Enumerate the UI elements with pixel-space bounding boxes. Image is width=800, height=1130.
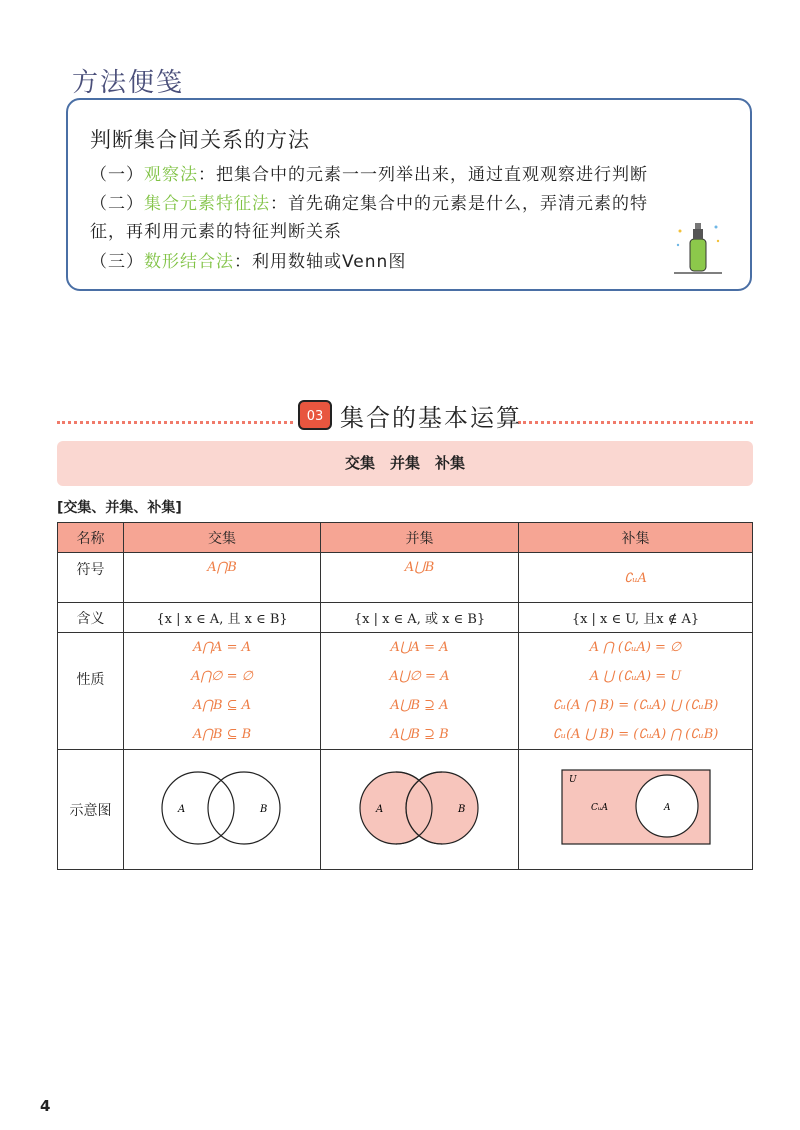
table-header-row bbox=[58, 523, 753, 553]
diagram-intersection bbox=[124, 750, 321, 870]
section-number-badge: 03 bbox=[298, 400, 332, 430]
prop-i-3: A⋂B ⊆ A bbox=[192, 698, 252, 713]
header-complement: 补集 bbox=[519, 523, 753, 553]
symbol-intersection: A⋂B bbox=[124, 553, 321, 603]
prop-i-4: A⋂B ⊆ B bbox=[192, 727, 252, 742]
line1-prefix: （一） bbox=[90, 165, 144, 185]
topic-band: 交集 并集 补集 bbox=[57, 441, 753, 486]
properties-complement bbox=[519, 633, 753, 750]
prop-u-4: A⋃B ⊇ B bbox=[390, 727, 449, 742]
row-meaning bbox=[58, 603, 753, 633]
symbol-complement: ∁ᵤA bbox=[519, 553, 753, 603]
venn-complement bbox=[561, 768, 711, 848]
section-rule-left bbox=[57, 421, 293, 424]
symbol-union: A⋃B bbox=[321, 553, 519, 603]
venn-label-a: A bbox=[178, 803, 186, 815]
venn-label-u: U bbox=[568, 774, 577, 785]
prop-c-1: A ⋂ (∁ᵤA) = ∅ bbox=[589, 640, 682, 655]
line1-method: 观察法 bbox=[144, 165, 198, 185]
section-title: 集合的基本运算 bbox=[340, 404, 522, 432]
venn-label-b: B bbox=[457, 803, 465, 815]
properties-intersection bbox=[124, 633, 321, 750]
meaning-intersection: {x | x ∈ A, 且 x ∈ B} bbox=[124, 603, 321, 633]
section-rule-right bbox=[518, 421, 753, 424]
table-caption: [交集、并集、补集] bbox=[57, 500, 182, 516]
line2-text: ：首先确定集合中的元素是什么，弄清元素的特 bbox=[270, 194, 648, 214]
page-number: 4 bbox=[40, 1097, 51, 1115]
venn-label-complement: CᵤA bbox=[590, 802, 608, 813]
prop-c-4: ∁ᵤ(A ⋃ B) = (∁ᵤA) ⋂ (∁ᵤB) bbox=[552, 727, 719, 742]
venn-label-a: A bbox=[375, 803, 383, 815]
meaning-complement: {x | x ∈ U, 且x ∉ A} bbox=[519, 603, 753, 633]
label-properties: 性质 bbox=[58, 633, 124, 750]
line4-prefix: （三） bbox=[90, 252, 144, 272]
prop-i-2: A⋂∅ = ∅ bbox=[191, 669, 253, 684]
header-intersection: 交集 bbox=[124, 523, 321, 553]
bottle-icon bbox=[668, 217, 728, 277]
prop-c-3: ∁ᵤ(A ⋂ B) = (∁ᵤA) ⋃ (∁ᵤB) bbox=[552, 698, 719, 713]
tips-box bbox=[66, 98, 752, 291]
row-properties bbox=[58, 633, 753, 750]
properties-union bbox=[321, 633, 519, 750]
tips-line-2 bbox=[90, 189, 648, 214]
tips-title: 方法便笺 bbox=[72, 68, 185, 98]
line2-method: 集合元素特征法 bbox=[144, 194, 270, 214]
meaning-union: {x | x ∈ A, 或 x ∈ B} bbox=[321, 603, 519, 633]
label-symbol: 符号 bbox=[58, 553, 124, 603]
tips-line-4 bbox=[90, 247, 406, 272]
venn-label-b: B bbox=[260, 803, 268, 815]
diagram-union bbox=[321, 750, 519, 870]
tips-heading: 判断集合间关系的方法 bbox=[90, 128, 310, 152]
prop-u-1: A⋃A = A bbox=[390, 640, 449, 655]
prop-u-3: A⋃B ⊇ A bbox=[390, 698, 449, 713]
line2-prefix: （二） bbox=[90, 194, 144, 214]
diagram-complement bbox=[519, 750, 753, 870]
line1-text: ：把集合中的元素一一列举出来，通过直观观察进行判断 bbox=[198, 165, 648, 185]
venn-union bbox=[350, 766, 490, 850]
prop-i-1: A⋂A = A bbox=[193, 640, 251, 655]
line4-method: 数形结合法 bbox=[144, 252, 234, 272]
label-diagram: 示意图 bbox=[58, 750, 124, 870]
venn-label-a: A bbox=[663, 802, 670, 813]
prop-u-2: A⋃∅ = A bbox=[389, 669, 450, 684]
tips-line-3: 征，再利用元素的特征判断关系 bbox=[90, 222, 342, 242]
header-name: 名称 bbox=[58, 523, 124, 553]
row-diagram bbox=[58, 750, 753, 870]
line4-text: ：利用数轴或Venn图 bbox=[234, 252, 407, 272]
tips-line-1 bbox=[90, 160, 648, 185]
label-meaning: 含义 bbox=[58, 603, 124, 633]
row-symbol bbox=[58, 553, 753, 603]
venn-intersection bbox=[152, 766, 292, 850]
header-union: 并集 bbox=[321, 523, 519, 553]
set-operations-table bbox=[57, 522, 753, 870]
prop-c-2: A ⋃ (∁ᵤA) = U bbox=[589, 669, 682, 684]
